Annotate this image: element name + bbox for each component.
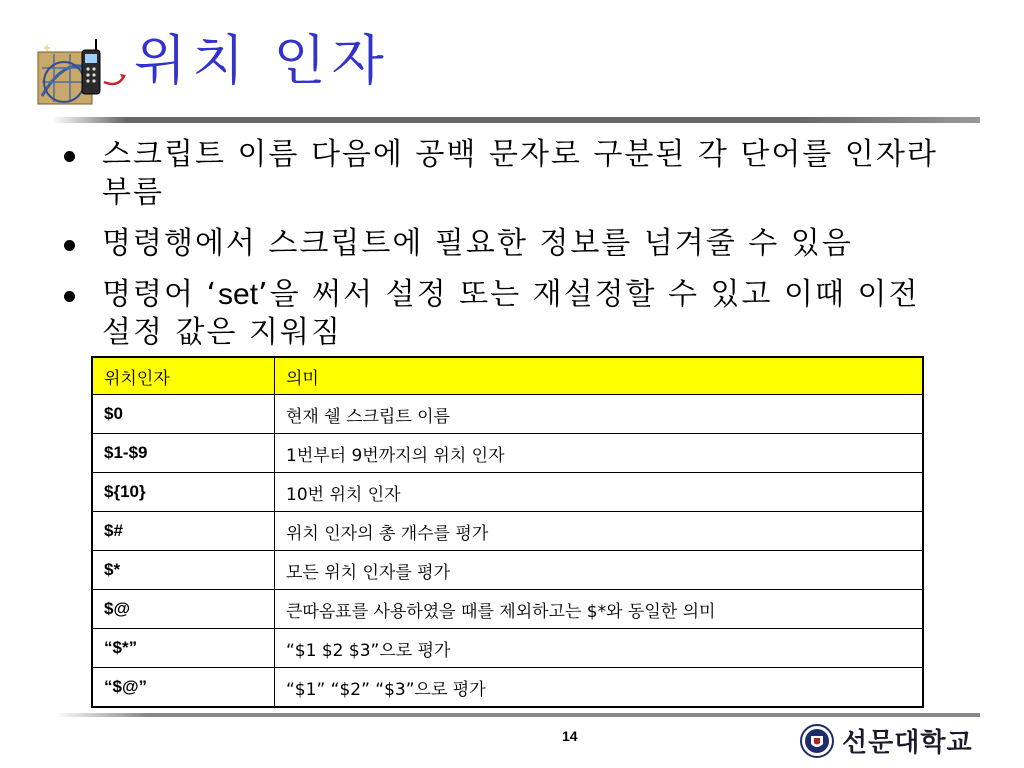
table-header-row [92,357,923,395]
title-divider [52,117,980,123]
meaning-cell: 1번부터 9번까지의 위치 인자 [275,434,924,473]
bullet-dot-icon [64,151,75,162]
table-row [92,512,923,551]
meaning-cell: 위치 인자의 총 개수를 평가 [275,512,924,551]
table-row [92,434,923,473]
meaning-cell: 현재 쉘 스크립트 이름 [275,395,924,434]
slide-title: 위치 인자 [134,29,390,92]
table-row [92,590,923,629]
bullet-item [62,225,962,263]
table-header-cell: 위치인자 [92,357,275,395]
bullet-text-post: ’을 써서 설정 또는 재설정할 수 있고 이때 이전 설정 값은 지워짐 [102,277,920,350]
meaning-cell: 큰따옴표를 사용하였을 때를 제외하고는 $*와 동일한 의미 [275,590,924,629]
page-number: 14 [562,728,578,744]
table-row [92,668,923,708]
bullet-item [62,276,962,352]
university-logo [800,722,973,759]
bullet-text-pre: 명령어 ‘ [102,277,219,312]
parameter-cell: $* [92,551,275,590]
parameter-cell: $@ [92,590,275,629]
bullet-dot-icon [64,291,75,302]
bullet-list [62,136,962,365]
meaning-cell: 모든 위치 인자를 평가 [275,551,924,590]
parameter-cell: “$@” [92,668,275,708]
meaning-cell: “$1” “$2” “$3”으로 평가 [275,668,924,708]
university-emblem-icon [800,724,834,758]
table-row [92,473,923,512]
table-row [92,629,923,668]
footer-divider [54,713,980,717]
parameter-cell: $1-$9 [92,434,275,473]
meaning-cell: “$1 $2 $3”으로 평가 [275,629,924,668]
bullet-dot-icon [64,240,75,251]
university-name: 선문대학교 [842,728,973,758]
parameter-cell: $# [92,512,275,551]
meaning-cell: 10번 위치 인자 [275,473,924,512]
parameter-cell: ${10} [92,473,275,512]
bullet-item [62,136,962,212]
table-header-cell: 의미 [275,357,924,395]
parameter-cell: $0 [92,395,275,434]
bullet-text: 스크립트 이름 다음에 공백 문자로 구분된 각 단어를 인자라 부름 [102,137,938,210]
table-row [92,395,923,434]
phone-globe-clipart-icon [34,38,134,110]
bullet-code: set [218,278,259,311]
positional-parameter-table [91,356,924,708]
table-row [92,551,923,590]
parameter-cell: “$*” [92,629,275,668]
bullet-text: 명령행에서 스크립트에 필요한 정보를 넘겨줄 수 있음 [102,226,853,261]
